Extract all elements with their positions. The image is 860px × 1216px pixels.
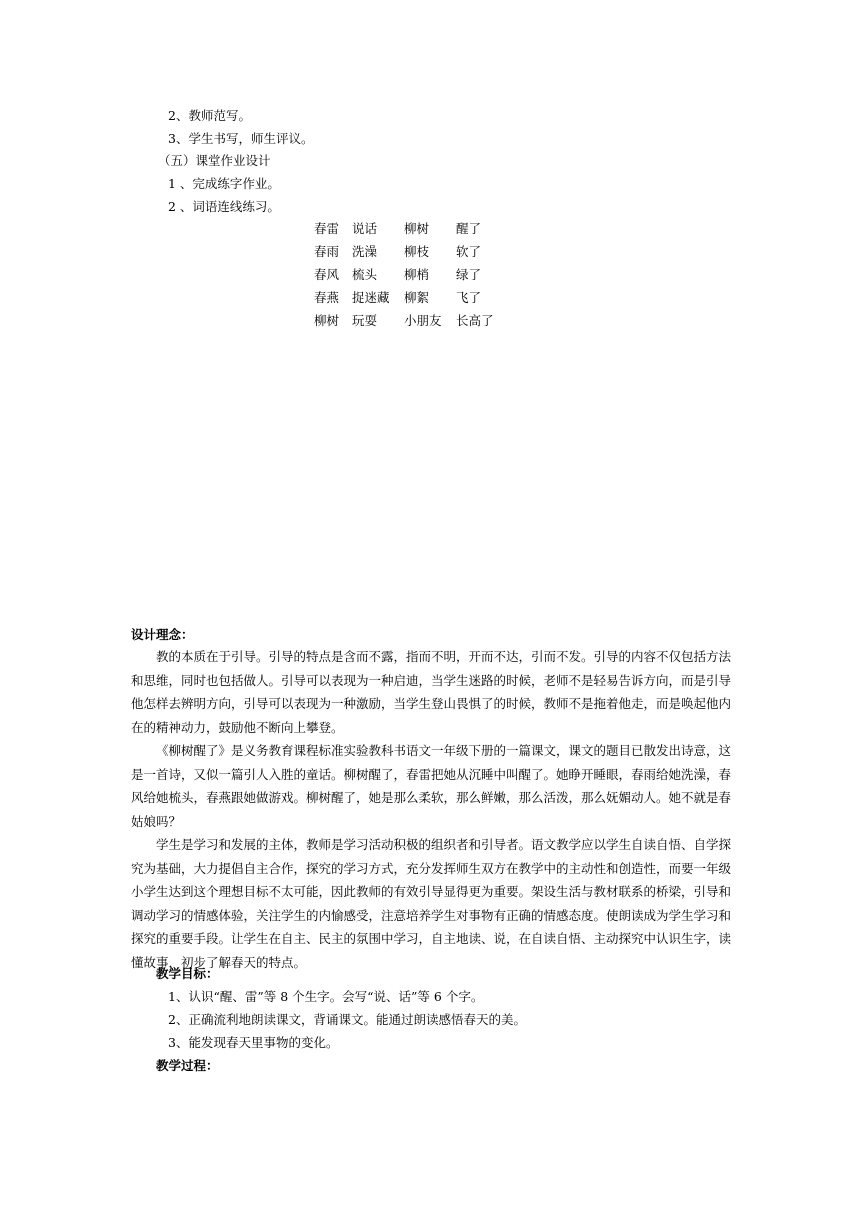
design-concept-heading: 设计理念： — [131, 627, 194, 642]
table-cell: 软了 — [456, 244, 482, 259]
goal-item-3: 3、能发现春天里事物的变化。 — [168, 1035, 339, 1050]
table-cell: 春风 — [314, 267, 340, 282]
homework-item-2: 2 、词语连线练习。 — [168, 199, 280, 214]
table-cell: 柳絮 — [404, 290, 430, 305]
table-cell: 柳枝 — [404, 244, 430, 259]
table-cell: 飞了 — [456, 290, 482, 305]
step-teacher-demo: 2、教师范写。 — [168, 108, 251, 123]
table-cell: 洗澡 — [352, 244, 378, 259]
paragraph-guidance: 教的本质在于引导。引导的特点是含而不露，指而不明，开而不达，引而不发。引导的内容不仅包括方法和思维，同时也包括做人。引导可以表现为一种启迪，当学生迷路的时候，老师不是轻易告诉方向，而是引导他怎样去辨明方向，引导可以表现为一种激励，当学生登山畏惧了的时候，教师不是拖着他走，而是唤起他内在的精神动力，鼓励他不断向上攀登。 — [131, 649, 732, 735]
teaching-goals-heading: 教学目标： — [156, 966, 219, 981]
table-cell: 春雨 — [314, 244, 340, 259]
table-cell: 绿了 — [456, 267, 482, 282]
table-cell: 长高了 — [456, 313, 494, 328]
step-student-write: 3、学生书写，师生评议。 — [168, 131, 314, 146]
table-cell: 柳梢 — [404, 267, 430, 282]
table-cell: 玩耍 — [352, 313, 378, 328]
table-cell: 捉迷藏 — [352, 290, 390, 305]
table-cell: 柳树 — [404, 221, 430, 236]
homework-item-1: 1 、完成练字作业。 — [168, 176, 280, 191]
table-cell: 醒了 — [456, 221, 482, 236]
table-cell: 说话 — [352, 221, 378, 236]
table-cell: 春燕 — [314, 290, 340, 305]
paragraph-lesson-intro: 《柳树醒了》是义务教育课程标准实验教科书语文一年级下册的一篇课文，课文的题目已散发出诗意，这是一首诗，又似一篇引人入胜的童话。柳树醒了，春雷把她从沉睡中叫醒了。她睁开睡眼，春雨给她洗澡，春风给她梳头，春燕跟她做游戏。柳树醒了，她是那么柔软，那么鲜嫩，那么活泼，那么妩媚动人。她不就是春姑娘吗？ — [131, 743, 732, 829]
goal-item-2: 2、正确流利地朗读课文，背诵课文。能通过朗读感悟春天的美。 — [168, 1012, 526, 1027]
table-cell: 柳树 — [314, 313, 340, 328]
section-homework-heading: （五）课堂作业设计 — [158, 153, 271, 168]
table-cell: 小朋友 — [404, 313, 442, 328]
table-cell: 春雷 — [314, 221, 340, 236]
paragraph-student-subject: 学生是学习和发展的主体，教师是学习活动积极的组织者和引导者。语文教学应以学生自读自悟、自学探究为基础，大力提倡自主合作，探究的学习方式，充分发挥师生双方在教学中的主动性和创造性，而要一年级小学生达到这个理想目标不太可能，因此教师的有效引导显得更为重要。架设生活与教材联系的桥梁，引导和调动学习的情感体验，关注学生的内愉感受，注意培养学生对事物有正确的情感态度。使朗读成为学生学习和探究的重要手段。让学生在自主、民主的氛围中学习，自主地读、说，在自读自悟、主动探究中认识生字，读懂故事，初步了解春天的特点。 — [131, 837, 732, 970]
goal-item-1: 1、认识“醒、雷”等 8 个生字。会写“说、话”等 6 个字。 — [168, 989, 484, 1004]
table-cell: 梳头 — [352, 267, 378, 282]
teaching-process-heading: 教学过程： — [156, 1058, 219, 1073]
